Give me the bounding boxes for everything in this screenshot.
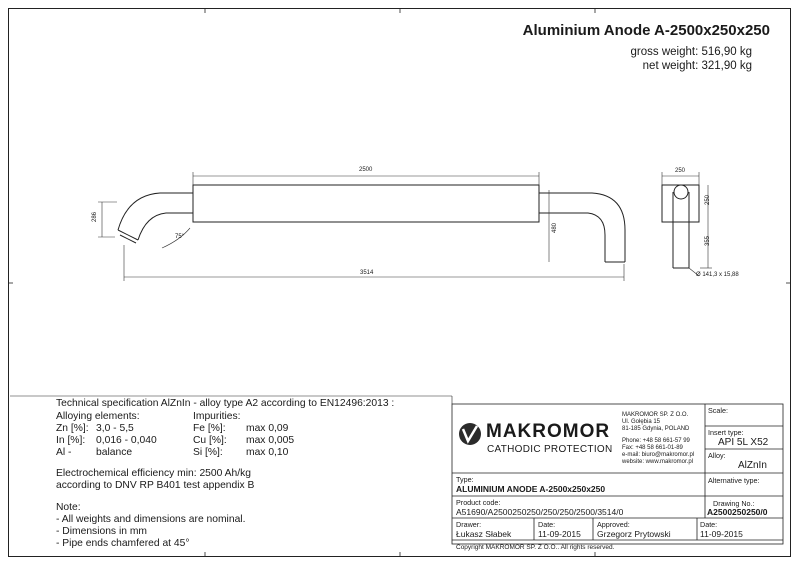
contact-website: website: www.makromor.pl	[622, 459, 694, 465]
product-code-label: Product code:	[456, 498, 501, 507]
impurities-label: Impurities:	[193, 411, 241, 422]
contact-fax: Fax: +48 58 661-01-89	[622, 445, 683, 451]
company-name: MAKROMOR	[486, 421, 611, 442]
date-label-1: Date:	[538, 520, 556, 529]
insert-type-value: API 5L X52	[718, 437, 769, 448]
drawer-label: Drawer:	[456, 520, 482, 529]
date-label-2: Date:	[700, 520, 718, 529]
makromor-logo-icon	[459, 423, 481, 445]
anode-body	[193, 185, 539, 222]
alloy-val-1: 3,0 - 5,5	[96, 423, 134, 434]
scale-label: Scale:	[708, 406, 728, 415]
imp-val-2: max 0,005	[246, 435, 295, 446]
dim-angle: 75°	[175, 234, 185, 240]
imp-el-1: Fe [%]:	[193, 423, 226, 434]
contact-phone: Phone: +48 58 661-57 99	[622, 438, 690, 444]
type-label: Type:	[456, 475, 474, 484]
alloy-value: AlZnIn	[738, 460, 767, 471]
efficiency-line-2: according to DNV RP B401 test appendix B	[56, 480, 255, 491]
alloy-val-3: balance	[96, 447, 133, 458]
imp-el-3: Si [%]:	[193, 447, 223, 458]
insert-type-label: Insert type:	[708, 428, 744, 437]
alloy-el-2: In [%]:	[56, 435, 86, 446]
approved-label: Approved:	[597, 520, 630, 529]
dim-355: 355	[705, 235, 712, 247]
note-2: - Dimensions in mm	[56, 526, 147, 537]
company-division: CATHODIC PROTECTION	[487, 444, 613, 455]
dim-250-top: 250	[675, 168, 686, 174]
note-3: - Pipe ends chamfered at 45°	[56, 538, 190, 549]
date-value-1: 11-09-2015	[538, 529, 581, 539]
address-line-3: 81-185 Gdynia, POLAND	[622, 426, 690, 432]
note-label: Note:	[56, 502, 81, 513]
approved-value: Grzegorz Prytowski	[597, 529, 671, 539]
date-value-2: 11-09-2015	[700, 529, 743, 539]
spec-heading: Technical specification AlZnIn - alloy type A2 according to EN12496:2013 :	[56, 398, 395, 409]
dim-pipe: Ø 141,3 x 15,88	[696, 272, 739, 278]
dim-286: 286	[92, 211, 99, 223]
copyright: Copyright MAKROMOR SP. Z O.O.. All rights reserved.	[456, 544, 615, 551]
alloy-el-1: Zn [%]:	[56, 423, 89, 434]
drawing-title: Aluminium Anode A-2500x250x250	[522, 22, 770, 39]
alloy-val-2: 0,016 - 0,040	[96, 435, 157, 446]
dim-3514: 3514	[360, 270, 374, 276]
address-line-1: MAKROMOR SP. Z O.O.	[622, 412, 689, 418]
drawing-no-value: A2500250250/0	[707, 507, 768, 517]
drawing-no-label: Drawing No.:	[713, 499, 755, 508]
drawer-value: Łukasz Słabek	[456, 529, 512, 539]
dim-480: 480	[552, 222, 559, 234]
type-value: ALUMINIUM ANODE A-2500x250x250	[456, 484, 606, 494]
side-view	[662, 185, 699, 268]
alloy-el-3: Al -	[56, 447, 72, 458]
product-code-value: A51690/A2500250250/250/250/2500/3514/0	[456, 507, 624, 517]
dim-250-side: 250	[705, 194, 712, 206]
net-weight: net weight: 321,90 kg	[642, 60, 752, 72]
dim-2500: 2500	[359, 167, 373, 173]
dimension-lines	[98, 172, 624, 281]
imp-val-3: max 0,10	[246, 447, 289, 458]
contact-email: e-mail: biuro@makromor.pl	[622, 452, 695, 458]
alloying-label: Alloying elements:	[56, 411, 140, 422]
imp-val-1: max 0,09	[246, 423, 289, 434]
imp-el-2: Cu [%]:	[193, 435, 227, 446]
alloy-label: Alloy:	[708, 451, 726, 460]
note-1: - All weights and dimensions are nominal.	[56, 514, 246, 525]
alternative-type-label: Alternative type:	[708, 476, 760, 485]
efficiency-line-1: Electrochemical efficiency min: 2500 Ah/kg	[56, 468, 251, 479]
gross-weight: gross weight: 516,90 kg	[630, 46, 752, 58]
address-line-2: Ul. Gołębia 15	[622, 419, 661, 425]
